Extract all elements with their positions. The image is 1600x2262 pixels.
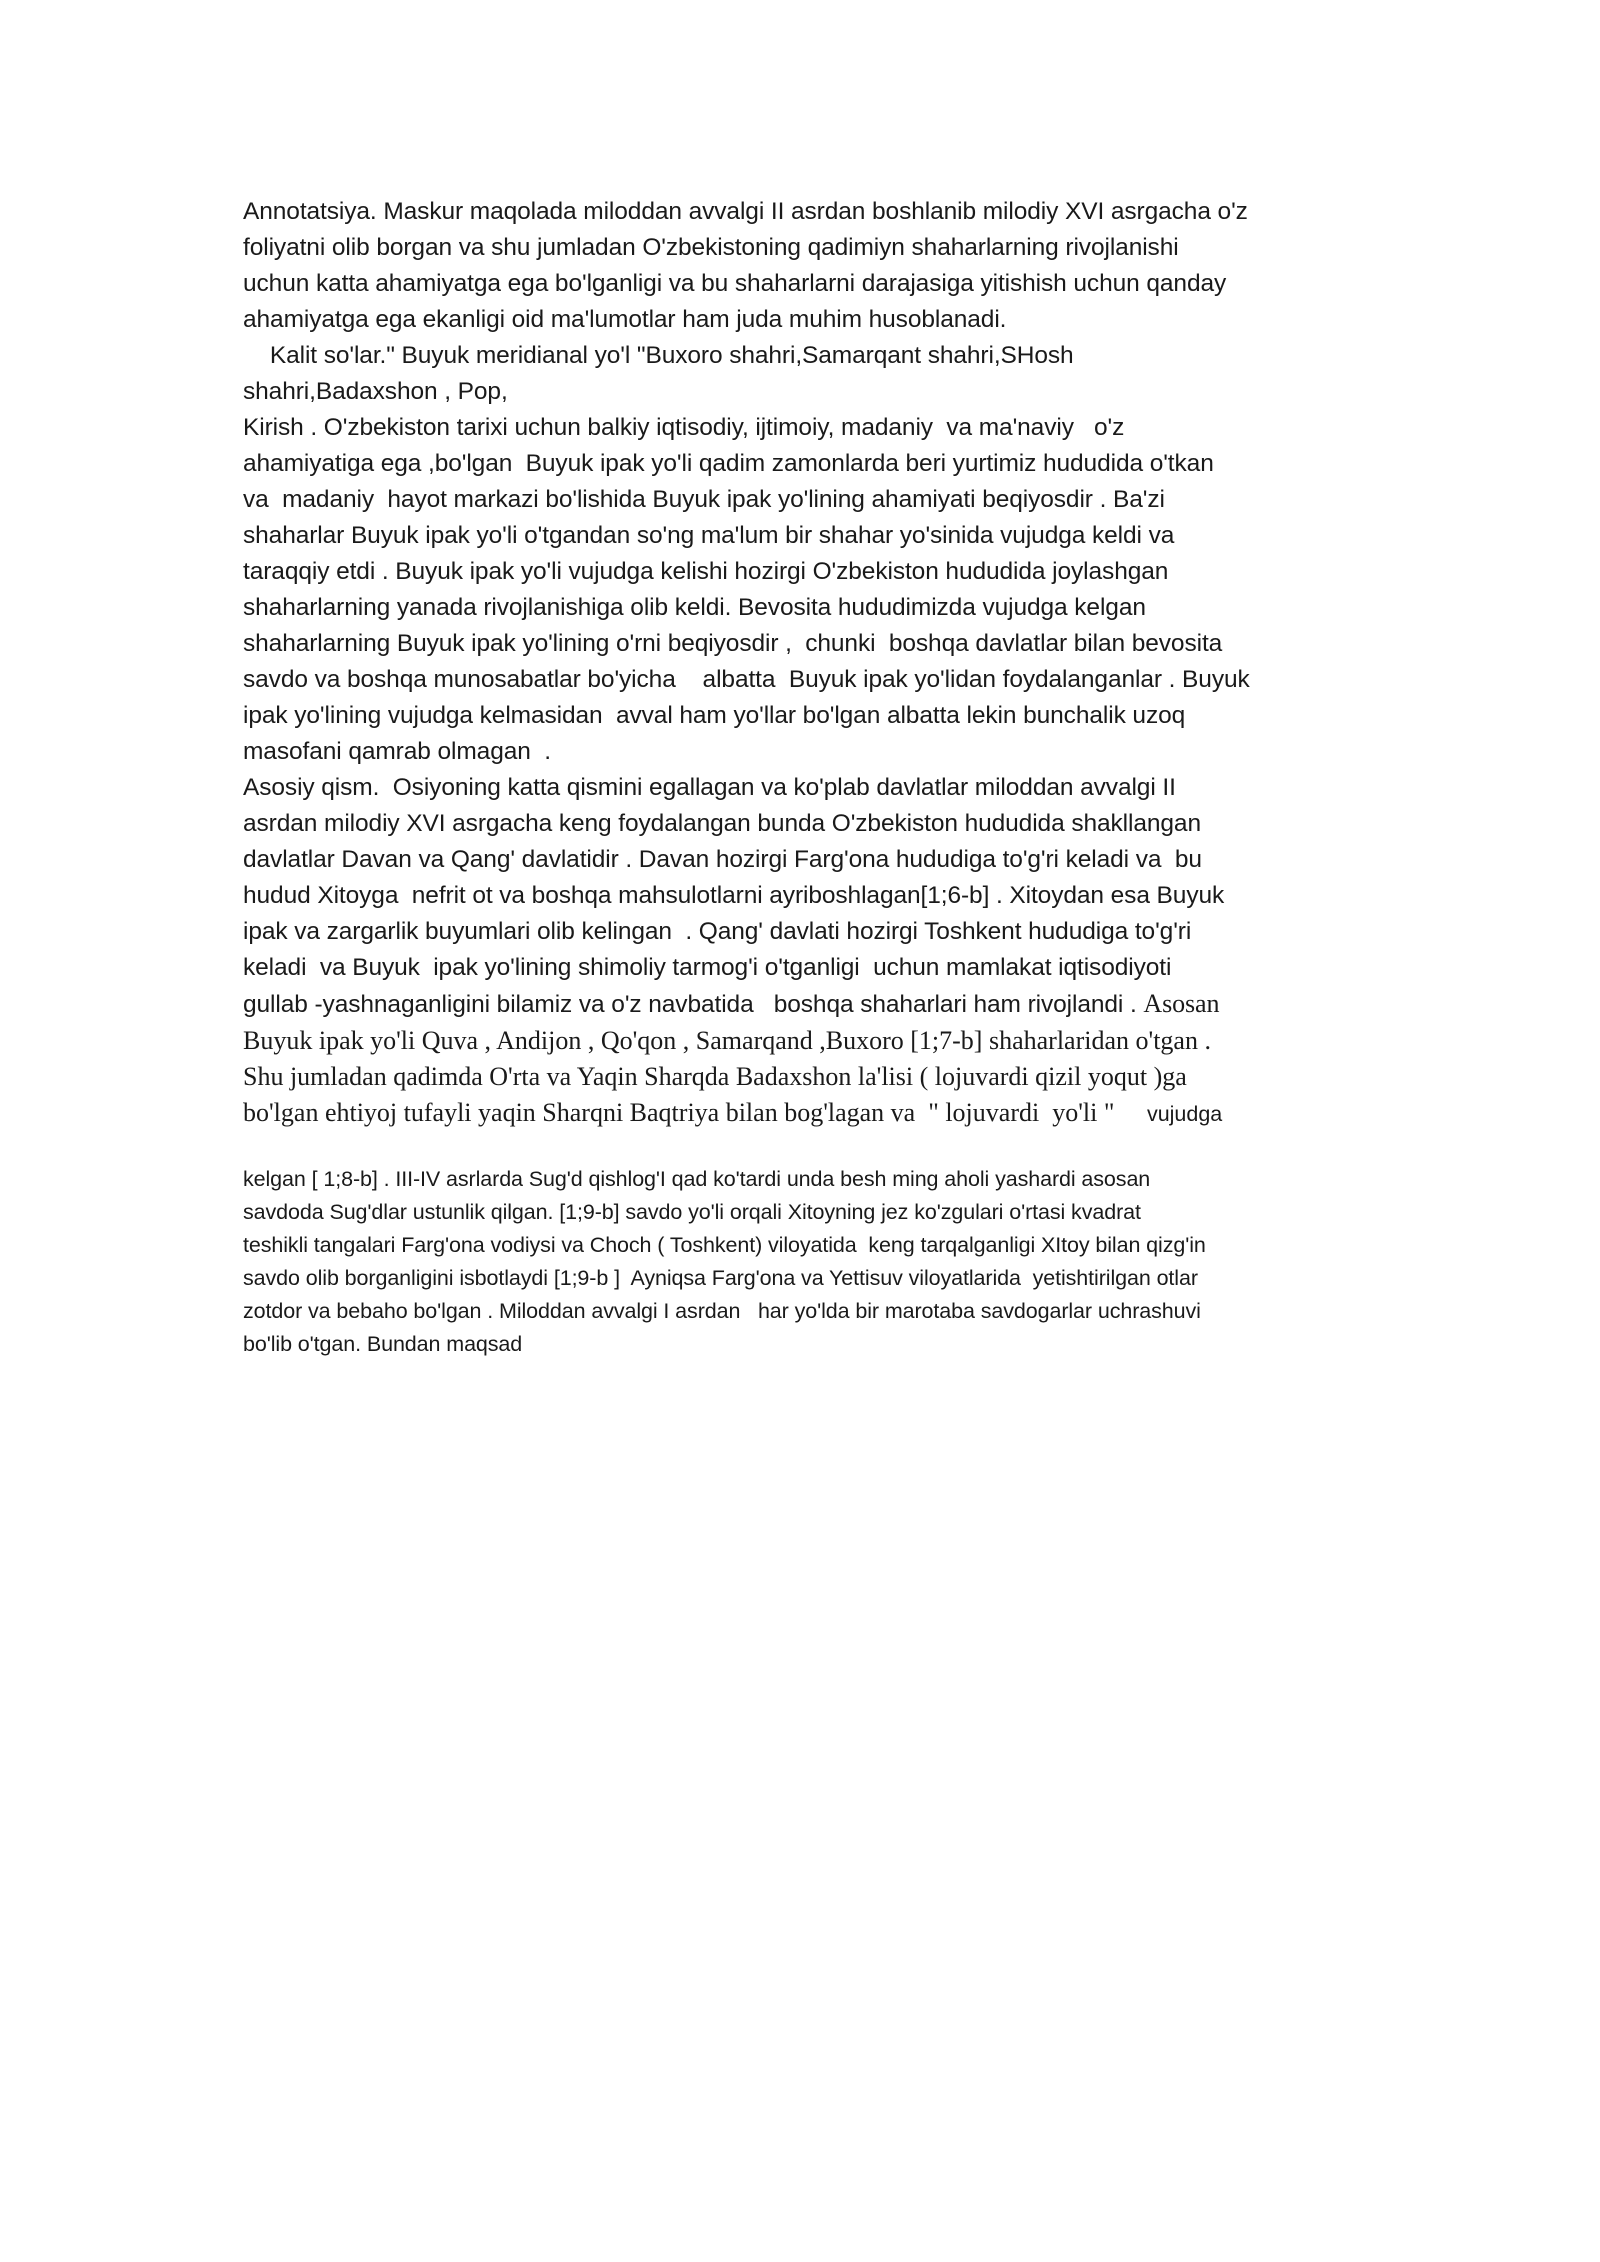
- annotation-line: ahamiyatga ega ekanligi oid ma'lumotlar ham juda muhim husoblanadi.: [243, 306, 1007, 333]
- introduction-line: taraqqiy etdi . Buyuk ipak yo'li vujudga kelishi hozirgi O'zbekiston hududida joylashgan: [243, 558, 1169, 585]
- document-body-small: [243, 1163, 1383, 1361]
- main-section-line: Asosiy qism. Osiyoning katta qismini egallagan va ko'plab davlatlar miloddan avvalgi II: [243, 774, 1176, 801]
- mixed-line-serif-part: bo'lgan ehtiyoj tufayli yaqin Sharqni Baqtriya bilan bog'lagan va " lojuvardi yo'li ": [243, 1098, 1147, 1127]
- introduction-line: shaharlar Buyuk ipak yo'li o'tgandan so'ng ma'lum bir shahar yo'sinida vujudga keldi va: [243, 522, 1175, 549]
- introduction-line: va madaniy hayot markazi bo'lishida Buyuk ipak yo'lining ahamiyati beqiyosdir . Ba'zi: [243, 486, 1165, 513]
- mixed-line-serif-part: Asosan: [1143, 989, 1220, 1018]
- main-section-serif-line: Shu jumladan qadimda O'rta va Yaqin Sharqda Badaxshon la'lisi ( lojuvardi qizil yoqut )ga: [243, 1062, 1187, 1091]
- keywords-line: shahri,Badaxshon , Pop,: [243, 378, 508, 405]
- main-section-serif-line: Buyuk ipak yo'li Quva , Andijon , Qo'qon , Samarqand ,Buxoro [1;7-b] shaharlaridan o'tgan .: [243, 1026, 1211, 1055]
- mixed-line-sans-part: gullab -yashnaganligini bilamiz va o'z navbatida boshqa shaharlari ham rivojlandi .: [243, 991, 1144, 1018]
- mixed-line-small-part: vujudga: [1146, 1102, 1223, 1126]
- introduction-line: savdo va boshqa munosabatlar bo'yicha albatta Buyuk ipak yo'lidan foydalanganlar . Buyuk: [243, 666, 1250, 693]
- main-section-line: asrdan milodiy XVI asrgacha keng foydalangan bunda O'zbekiston hududida shakllangan: [243, 810, 1201, 837]
- document-body: [243, 194, 1383, 1132]
- introduction-line: masofani qamrab olmagan .: [243, 738, 551, 765]
- introduction-line: Kirish . O'zbekiston tarixi uchun balkiy iqtisodiy, ijtimoiy, madaniy va ma'naviy o'z: [243, 414, 1125, 441]
- annotation-line: uchun katta ahamiyatga ega bo'lganligi va bu shaharlarni darajasiga yitishish uchun qanday: [243, 270, 1227, 297]
- annotation-line: Annotatsiya. Maskur maqolada miloddan avvalgi II asrdan boshlanib milodiy XVI asrgacha o'z: [243, 198, 1248, 225]
- introduction-line: shaharlarning yanada rivojlanishiga olib keldi. Bevosita hududimizda vujudga kelgan: [243, 594, 1146, 621]
- main-section-small-line: teshikli tangalari Farg'ona vodiysi va Choch ( Toshkent) viloyatida keng tarqalganligi XItoy bilan qizg'in: [243, 1233, 1206, 1257]
- annotation-line: foliyatni olib borgan va shu jumladan O'zbekistoning qadimiyn shaharlarning rivojlanishi: [243, 234, 1179, 261]
- keywords-line: Kalit so'lar." Buyuk meridianal yo'l "Buxoro shahri,Samarqant shahri,SHosh: [243, 342, 1074, 369]
- introduction-line: ahamiyatiga ega ,bo'lgan Buyuk ipak yo'li qadim zamonlarda beri yurtimiz hududida o'tkan: [243, 450, 1214, 477]
- main-section-small-line: savdoda Sug'dlar ustunlik qilgan. [1;9-b] savdo yo'li orqali Xitoyning jez ko'zgulari o'rtasi kvadrat: [243, 1200, 1141, 1224]
- main-section-line: keladi va Buyuk ipak yo'lining shimoliy tarmog'i o'tganligi uchun mamlakat iqtisodiyoti: [243, 954, 1172, 981]
- main-section-line: ipak va zargarlik buyumlari olib kelingan . Qang' davlati hozirgi Toshkent hududiga to'g'ri: [243, 918, 1192, 945]
- introduction-line: shaharlarning Buyuk ipak yo'lining o'rni beqiyosdir , chunki boshqa davlatlar bilan bevosita: [243, 630, 1223, 657]
- main-section-line: hudud Xitoyga nefrit ot va boshqa mahsulotlarni ayriboshlagan[1;6-b] . Xitoydan esa Buyuk: [243, 882, 1225, 909]
- main-section-mixed-line: [243, 986, 1383, 1023]
- main-section-small-line: zotdor va bebaho bo'lgan . Miloddan avvalgi I asrdan har yo'lda bir marotaba savdogarlar uchrashuvi: [243, 1299, 1201, 1323]
- main-section-line: davlatlar Davan va Qang' davlatidir . Davan hozirgi Farg'ona hududiga to'g'ri keladi va bu: [243, 846, 1202, 873]
- main-section-small-line: bo'lib o'tgan. Bundan maqsad: [243, 1332, 523, 1356]
- main-section-small-line: savdo olib borganligini isbotlaydi [1;9-b ] Ayniqsa Farg'ona va Yettisuv viloyatlarida yetishtirilgan otlar: [243, 1266, 1198, 1290]
- main-section-small-line: kelgan [ 1;8-b] . III-IV asrlarda Sug'd qishlog'I qad ko'tardi unda besh ming aholi yashardi asosan: [243, 1167, 1151, 1191]
- introduction-line: ipak yo'lining vujudga kelmasidan avval ham yo'llar bo'lgan albatta lekin bunchalik uzoq: [243, 702, 1186, 729]
- main-section-mixed-line: [243, 1095, 1383, 1132]
